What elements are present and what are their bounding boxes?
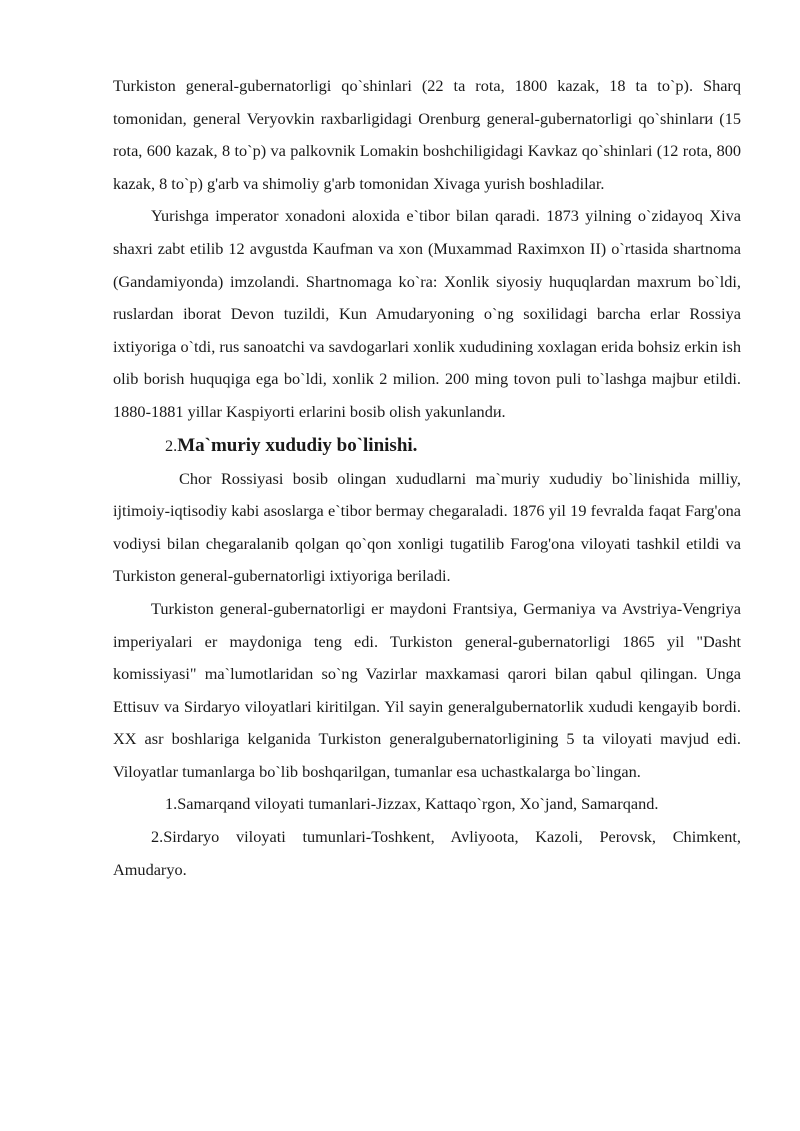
paragraph-4: Turkiston general-gubernatorligi er maydoni Frantsiya, Germaniya va Avstriya-Vengriya imperiyalari er maydoniga teng edi. Turkiston general-gubernatorligi 1865 yil "Dasht komissiyasi" ma`lumotlaridan so`ng Vazirlar maxkamasi qarori bilan qabul qilingan. Unga Ettisuv va Sirdaryo viloyatlari kiritilgan. Yil sayin generalgubernatorlik xududi kengayib bordi. XX asr boshlariga kelganida Turkiston generalgubernatorligining 5 ta viloyati mavjud edi. Viloyatlar tumanlarga bo`lib boshqarilgan, tumanlar esa uchastkalarga bo`lingan. [113,598,741,781]
list-item: 1.Samarqand viloyati tumanlari-Jizzax, Kattaqo`rgon, Xo`jand, Samarqand. [165,794,659,814]
section-heading-title: Ma`muriy xududiy bo`linishi. [177,434,418,456]
section-heading-number: 2. [165,435,178,455]
paragraph-2: Yurishga imperator xonadoni aloxida e`tibor bilan qaradi. 1873 yilning o`zidayoq Xiva shaxri zabt etilib 12 avgustda Kaufman va xon (Muxammad Raximxon II) o`rtasida shartnoma (Gandamiyonda) imzolandi. Shartnomaga ko`ra: Xonlik siyosiy huquqlardan maxrum bo`ldi, ruslardan iborat Devon tuzildi, Kun Amudaryoning o`ng soxilidagi barcha erlar Rossiya ixtiyoriga o`tdi, rus sanoatchi va savdogarlari xonlik xududining xoxlagan erida bohsiz erkin ish olib borish huquqiga ega bo`ldi, xonlik 2 milion. 200 ming tovon puli to`lashga majbur etildi. 1880-1881 yillar Kaspiyorti erlarini bosib olish yakunlandи. [113,206,741,421]
paragraph-3: Chor Rossiyasi bosib olingan xududlarni ma`muriy xududiy bo`linishida milliy, ijtimoiy-iqtisodiy kabi asoslarga e`tibor bermay chegaraladi. 1876 yil 19 fevralda faqat Farg'ona vodiysi bilan chegaralanib qolgan qo`qon xonligi tugatilib Farog'ona viloyati tashkil etildi va Turkiston general-gubernatorligi ixtiyoriga beriladi. [113,468,741,586]
paragraph-1: Turkiston general-gubernatorligi qo`shinlari (22 ta rota, 1800 kazak, 18 ta to`p). Sharq tomonidan, general Veryovkin raxbarligidagi Orenburg general-gubernatorligi qo`shinlarи (15 rota, 600 kazak, 8 to`p) va palkovnik Lomakin boshchiligidagi Kavkaz qo`shinlari (12 rota, 800 kazak, 8 to`p) g'arb va shimoliy g'arb tomonidan Xivaga yurish boshladilar. [113,76,741,193]
list-item: 2.Sirdaryo viloyati tumunlari-Toshkent, Avliyoota, Kazoli, Perovsk, Chimkent, Amudaryo. [113,827,741,879]
section-heading [113,429,741,463]
document-page [113,70,741,886]
